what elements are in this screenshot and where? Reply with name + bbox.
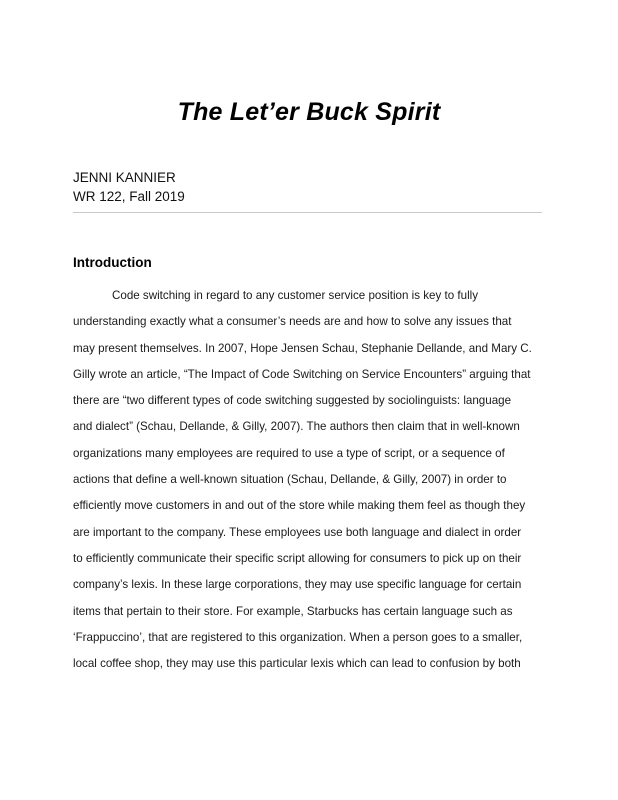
paragraph-line: ‘Frappuccino’, that are registered to this organization. When a person goes to a smaller,	[73, 630, 523, 644]
paragraph-line: there are “two different types of code switching suggested by sociolinguists: language	[73, 394, 512, 408]
document-title: The Let’er Buck Spirit	[177, 98, 441, 126]
paragraph-line: items that pertain to their store. For example, Starbucks has certain language such as	[73, 604, 513, 618]
paragraph-line: efficiently move customers in and out of the store while making them feel as though they	[73, 499, 526, 513]
course-info: WR 122, Fall 2019	[73, 189, 185, 204]
section-heading: Introduction	[73, 255, 152, 270]
paragraph-line: may present themselves. In 2007, Hope Jensen Schau, Stephanie Dellande, and Mary C.	[73, 341, 532, 355]
paragraph-line: actions that define a well-known situation (Schau, Dellande, & Gilly, 2007) in order to	[73, 473, 507, 487]
paragraph-line: to efficiently communicate their specific script allowing for consumers to pick up on their	[73, 551, 522, 565]
header-divider	[73, 212, 542, 213]
paragraph-line: are important to the company. These employees use both language and dialect in order	[73, 525, 522, 539]
author-name: JENNI KANNIER	[73, 170, 176, 185]
body-paragraph	[73, 289, 545, 683]
paragraph-line: Code switching in regard to any customer service position is key to fully	[112, 289, 479, 302]
paragraph-line: and dialect” (Schau, Dellande, & Gilly, 2007). The authors then claim that in well-known	[73, 420, 520, 434]
paragraph-line: company’s lexis. In these large corporations, they may use specific language for certain	[73, 578, 522, 592]
paragraph-line: organizations many employees are required to use a type of script, or a sequence of	[73, 446, 505, 460]
paragraph-line: Gilly wrote an article, “The Impact of Code Switching on Service Encounters” arguing that	[73, 367, 531, 381]
paragraph-line: local coffee shop, they may use this particular lexis which can lead to confusion by both	[73, 657, 521, 671]
paragraph-line: understanding exactly what a consumer’s needs are and how to solve any issues that	[73, 315, 512, 329]
